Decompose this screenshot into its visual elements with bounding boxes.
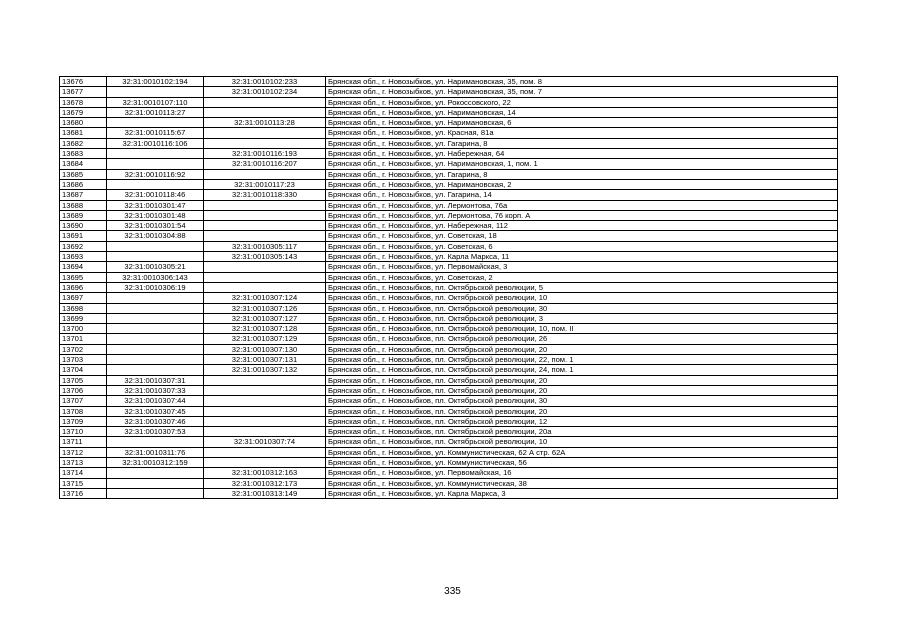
- address-cell: Брянская обл., г. Новозыбков, пл. Октябрьской революции, 20: [326, 344, 838, 354]
- row-number-cell: 13683: [60, 149, 107, 159]
- cadastral-number-2-cell: [204, 210, 326, 220]
- cadastral-number-cell: 32:31:0010307:53: [107, 427, 204, 437]
- row-number-cell: 13713: [60, 457, 107, 467]
- cadastral-number-2-cell: 32:31:0010307:129: [204, 334, 326, 344]
- table-row: [60, 241, 838, 251]
- address-cell: Брянская обл., г. Новозыбков, ул. Наримановская, 35, пом. 7: [326, 87, 838, 97]
- row-number-cell: 13692: [60, 241, 107, 251]
- address-cell: Брянская обл., г. Новозыбков, пл. Октябрьской революции, 30: [326, 396, 838, 406]
- cadastral-number-2-cell: 32:31:0010307:74: [204, 437, 326, 447]
- table-row: [60, 447, 838, 457]
- table-row: [60, 468, 838, 478]
- address-cell: Брянская обл., г. Новозыбков, ул. Лермонтова, 76 корп. А: [326, 210, 838, 220]
- table-row: [60, 210, 838, 220]
- table-row: [60, 77, 838, 87]
- address-cell: Брянская обл., г. Новозыбков, ул. Набережная, 112: [326, 221, 838, 231]
- cadastral-number-cell: 32:31:0010113:27: [107, 107, 204, 117]
- row-number-cell: 13688: [60, 200, 107, 210]
- table-row: [60, 221, 838, 231]
- address-cell: Брянская обл., г. Новозыбков, ул. Карла Маркса, 11: [326, 252, 838, 262]
- cadastral-number-cell: [107, 437, 204, 447]
- table-row: [60, 334, 838, 344]
- row-number-cell: 13680: [60, 118, 107, 128]
- cadastral-number-2-cell: [204, 396, 326, 406]
- row-number-cell: 13685: [60, 169, 107, 179]
- row-number-cell: 13687: [60, 190, 107, 200]
- cadastral-number-cell: [107, 365, 204, 375]
- table-row: [60, 396, 838, 406]
- address-cell: Брянская обл., г. Новозыбков, ул. Наримановская, 6: [326, 118, 838, 128]
- address-cell: Брянская обл., г. Новозыбков, ул. Коммунистическая, 56: [326, 457, 838, 467]
- cadastral-number-2-cell: [204, 375, 326, 385]
- cadastral-number-cell: 32:31:0010116:92: [107, 169, 204, 179]
- cadastral-number-cell: [107, 293, 204, 303]
- table-row: [60, 324, 838, 334]
- cadastral-number-2-cell: 32:31:0010118:330: [204, 190, 326, 200]
- address-cell: Брянская обл., г. Новозыбков, ул. Красная, 81а: [326, 128, 838, 138]
- address-cell: Брянская обл., г. Новозыбков, ул. Наримановская, 14: [326, 107, 838, 117]
- cadastral-number-cell: [107, 252, 204, 262]
- cadastral-number-cell: 32:31:0010301:48: [107, 210, 204, 220]
- table-row: [60, 262, 838, 272]
- row-number-cell: 13691: [60, 231, 107, 241]
- cadastral-number-2-cell: 32:31:0010312:163: [204, 468, 326, 478]
- table-row: [60, 190, 838, 200]
- cadastral-number-2-cell: 32:31:0010307:127: [204, 313, 326, 323]
- cadastral-number-2-cell: 32:31:0010307:132: [204, 365, 326, 375]
- cadastral-number-cell: 32:31:0010301:54: [107, 221, 204, 231]
- row-number-cell: 13698: [60, 303, 107, 313]
- cadastral-number-cell: 32:31:0010307:44: [107, 396, 204, 406]
- row-number-cell: 13702: [60, 344, 107, 354]
- address-cell: Брянская обл., г. Новозыбков, ул. Советская, 18: [326, 231, 838, 241]
- row-number-cell: 13699: [60, 313, 107, 323]
- registry-table: [59, 76, 838, 499]
- address-cell: Брянская обл., г. Новозыбков, ул. Первомайская, 16: [326, 468, 838, 478]
- cadastral-number-cell: [107, 118, 204, 128]
- table-row: [60, 272, 838, 282]
- cadastral-number-cell: 32:31:0010115:67: [107, 128, 204, 138]
- address-cell: Брянская обл., г. Новозыбков, пл. Октябрьской революции, 30: [326, 303, 838, 313]
- cadastral-number-cell: 32:31:0010311:76: [107, 447, 204, 457]
- row-number-cell: 13714: [60, 468, 107, 478]
- address-cell: Брянская обл., г. Новозыбков, ул. Гагарина, 14: [326, 190, 838, 200]
- cadastral-number-2-cell: 32:31:0010117:23: [204, 179, 326, 189]
- table-row: [60, 179, 838, 189]
- row-number-cell: 13679: [60, 107, 107, 117]
- table-row: [60, 303, 838, 313]
- row-number-cell: 13684: [60, 159, 107, 169]
- table-row: [60, 128, 838, 138]
- row-number-cell: 13705: [60, 375, 107, 385]
- row-number-cell: 13711: [60, 437, 107, 447]
- address-cell: Брянская обл., г. Новозыбков, ул. Карла Маркса, 3: [326, 488, 838, 498]
- cadastral-number-cell: [107, 478, 204, 488]
- address-cell: Брянская обл., г. Новозыбков, ул. Наримановская, 1, пом. 1: [326, 159, 838, 169]
- cadastral-number-cell: 32:31:0010116:106: [107, 138, 204, 148]
- cadastral-number-2-cell: [204, 221, 326, 231]
- cadastral-number-2-cell: 32:31:0010307:130: [204, 344, 326, 354]
- table-row: [60, 169, 838, 179]
- cadastral-number-cell: 32:31:0010307:46: [107, 416, 204, 426]
- cadastral-number-2-cell: [204, 97, 326, 107]
- address-cell: Брянская обл., г. Новозыбков, пл. Октябрьской революции, 10, пом. II: [326, 324, 838, 334]
- cadastral-number-cell: [107, 488, 204, 498]
- cadastral-number-2-cell: [204, 262, 326, 272]
- table-row: [60, 457, 838, 467]
- row-number-cell: 13707: [60, 396, 107, 406]
- cadastral-number-cell: [107, 149, 204, 159]
- cadastral-number-2-cell: [204, 427, 326, 437]
- cadastral-number-cell: 32:31:0010107:110: [107, 97, 204, 107]
- table-row: [60, 313, 838, 323]
- address-cell: Брянская обл., г. Новозыбков, пл. Октябрьской революции, 24, пом. 1: [326, 365, 838, 375]
- cadastral-number-cell: 32:31:0010312:159: [107, 457, 204, 467]
- row-number-cell: 13697: [60, 293, 107, 303]
- table-row: [60, 427, 838, 437]
- cadastral-number-2-cell: 32:31:0010307:131: [204, 355, 326, 365]
- row-number-cell: 13690: [60, 221, 107, 231]
- address-cell: Брянская обл., г. Новозыбков, ул. Наримановская, 35, пом. 8: [326, 77, 838, 87]
- address-cell: Брянская обл., г. Новозыбков, ул. Лермонтова, 76а: [326, 200, 838, 210]
- table-row: [60, 416, 838, 426]
- cadastral-number-2-cell: 32:31:0010313:149: [204, 488, 326, 498]
- cadastral-number-2-cell: [204, 447, 326, 457]
- cadastral-number-2-cell: 32:31:0010102:233: [204, 77, 326, 87]
- cadastral-number-2-cell: 32:31:0010116:193: [204, 149, 326, 159]
- cadastral-number-2-cell: 32:31:0010307:126: [204, 303, 326, 313]
- table-row: [60, 437, 838, 447]
- row-number-cell: 13700: [60, 324, 107, 334]
- table-row: [60, 355, 838, 365]
- table-row: [60, 365, 838, 375]
- row-number-cell: 13708: [60, 406, 107, 416]
- address-cell: Брянская обл., г. Новозыбков, ул. Набережная, 64: [326, 149, 838, 159]
- table-row: [60, 488, 838, 498]
- cadastral-number-2-cell: 32:31:0010312:173: [204, 478, 326, 488]
- cadastral-number-2-cell: [204, 107, 326, 117]
- row-number-cell: 13676: [60, 77, 107, 87]
- cadastral-number-cell: [107, 324, 204, 334]
- address-cell: Брянская обл., г. Новозыбков, ул. Советская, 2: [326, 272, 838, 282]
- table-row: [60, 344, 838, 354]
- page-number: 335: [444, 586, 461, 597]
- row-number-cell: 13696: [60, 282, 107, 292]
- cadastral-number-2-cell: 32:31:0010307:128: [204, 324, 326, 334]
- cadastral-number-cell: [107, 468, 204, 478]
- address-cell: Брянская обл., г. Новозыбков, ул. Гагарина, 8: [326, 169, 838, 179]
- cadastral-number-2-cell: [204, 128, 326, 138]
- table-row: [60, 385, 838, 395]
- table-row: [60, 149, 838, 159]
- address-cell: Брянская обл., г. Новозыбков, ул. Советская, 6: [326, 241, 838, 251]
- table-row: [60, 138, 838, 148]
- address-cell: Брянская обл., г. Новозыбков, пл. Октябрьской революции, 20: [326, 385, 838, 395]
- cadastral-number-cell: [107, 241, 204, 251]
- address-cell: Брянская обл., г. Новозыбков, ул. Коммунистическая, 62 А стр. 62А: [326, 447, 838, 457]
- cadastral-number-2-cell: [204, 138, 326, 148]
- cadastral-number-cell: 32:31:0010307:31: [107, 375, 204, 385]
- table-row: [60, 375, 838, 385]
- address-cell: Брянская обл., г. Новозыбков, пл. Октябрьской революции, 10: [326, 437, 838, 447]
- address-cell: Брянская обл., г. Новозыбков, пл. Октябрьской революции, 12: [326, 416, 838, 426]
- address-cell: Брянская обл., г. Новозыбков, пл. Октябрьской революции, 20: [326, 406, 838, 416]
- cadastral-number-2-cell: [204, 282, 326, 292]
- table-row: [60, 97, 838, 107]
- table-row: [60, 252, 838, 262]
- address-cell: Брянская обл., г. Новозыбков, пл. Октябрьской революции, 20: [326, 375, 838, 385]
- cadastral-number-2-cell: [204, 231, 326, 241]
- row-number-cell: 13701: [60, 334, 107, 344]
- cadastral-number-2-cell: [204, 416, 326, 426]
- cadastral-number-2-cell: [204, 169, 326, 179]
- row-number-cell: 13689: [60, 210, 107, 220]
- table-row: [60, 478, 838, 488]
- cadastral-number-cell: 32:31:0010102:194: [107, 77, 204, 87]
- cadastral-number-cell: [107, 334, 204, 344]
- row-number-cell: 13682: [60, 138, 107, 148]
- cadastral-number-2-cell: 32:31:0010305:117: [204, 241, 326, 251]
- row-number-cell: 13693: [60, 252, 107, 262]
- row-number-cell: 13681: [60, 128, 107, 138]
- cadastral-number-2-cell: [204, 200, 326, 210]
- address-cell: Брянская обл., г. Новозыбков, пл. Октябрьской революции, 10: [326, 293, 838, 303]
- address-cell: Брянская обл., г. Новозыбков, ул. Наримановская, 2: [326, 179, 838, 189]
- cadastral-number-2-cell: 32:31:0010305:143: [204, 252, 326, 262]
- cadastral-number-cell: [107, 344, 204, 354]
- table-row: [60, 87, 838, 97]
- table-row: [60, 406, 838, 416]
- cadastral-number-cell: 32:31:0010301:47: [107, 200, 204, 210]
- cadastral-number-cell: [107, 87, 204, 97]
- row-number-cell: 13686: [60, 179, 107, 189]
- registry-table-body: [60, 77, 838, 499]
- address-cell: Брянская обл., г. Новозыбков, ул. Рокоссовского, 22: [326, 97, 838, 107]
- cadastral-number-2-cell: 32:31:0010102:234: [204, 87, 326, 97]
- cadastral-number-cell: [107, 313, 204, 323]
- cadastral-number-2-cell: [204, 457, 326, 467]
- cadastral-number-2-cell: 32:31:0010116:207: [204, 159, 326, 169]
- cadastral-number-2-cell: 32:31:0010307:124: [204, 293, 326, 303]
- table-row: [60, 231, 838, 241]
- row-number-cell: 13712: [60, 447, 107, 457]
- cadastral-number-cell: [107, 179, 204, 189]
- cadastral-number-cell: 32:31:0010307:45: [107, 406, 204, 416]
- cadastral-number-cell: [107, 303, 204, 313]
- row-number-cell: 13709: [60, 416, 107, 426]
- table-row: [60, 200, 838, 210]
- address-cell: Брянская обл., г. Новозыбков, пл. Октябрьской революции, 22, пом. 1: [326, 355, 838, 365]
- row-number-cell: 13716: [60, 488, 107, 498]
- row-number-cell: 13715: [60, 478, 107, 488]
- cadastral-number-cell: [107, 159, 204, 169]
- table-row: [60, 118, 838, 128]
- address-cell: Брянская обл., г. Новозыбков, ул. Гагарина, 8: [326, 138, 838, 148]
- cadastral-number-cell: [107, 355, 204, 365]
- address-cell: Брянская обл., г. Новозыбков, пл. Октябрьской революции, 3: [326, 313, 838, 323]
- row-number-cell: 13694: [60, 262, 107, 272]
- address-cell: Брянская обл., г. Новозыбков, пл. Октябрьской революции, 5: [326, 282, 838, 292]
- address-cell: Брянская обл., г. Новозыбков, ул. Первомайская, 3: [326, 262, 838, 272]
- cadastral-number-cell: 32:31:0010306:19: [107, 282, 204, 292]
- row-number-cell: 13695: [60, 272, 107, 282]
- cadastral-number-cell: 32:31:0010307:33: [107, 385, 204, 395]
- row-number-cell: 13678: [60, 97, 107, 107]
- table-row: [60, 159, 838, 169]
- table-row: [60, 293, 838, 303]
- cadastral-number-2-cell: [204, 406, 326, 416]
- table-row: [60, 282, 838, 292]
- row-number-cell: 13677: [60, 87, 107, 97]
- cadastral-number-2-cell: 32:31:0010113:28: [204, 118, 326, 128]
- cadastral-number-cell: 32:31:0010306:143: [107, 272, 204, 282]
- address-cell: Брянская обл., г. Новозыбков, ул. Коммунистическая, 38: [326, 478, 838, 488]
- cadastral-number-2-cell: [204, 272, 326, 282]
- cadastral-number-cell: 32:31:0010304:88: [107, 231, 204, 241]
- row-number-cell: 13704: [60, 365, 107, 375]
- row-number-cell: 13703: [60, 355, 107, 365]
- address-cell: Брянская обл., г. Новозыбков, пл. Октябрьской революции, 20а: [326, 427, 838, 437]
- address-cell: Брянская обл., г. Новозыбков, пл. Октябрьской революции, 26: [326, 334, 838, 344]
- row-number-cell: 13710: [60, 427, 107, 437]
- cadastral-number-cell: 32:31:0010118:46: [107, 190, 204, 200]
- cadastral-number-2-cell: [204, 385, 326, 395]
- row-number-cell: 13706: [60, 385, 107, 395]
- table-row: [60, 107, 838, 117]
- cadastral-number-cell: 32:31:0010305:21: [107, 262, 204, 272]
